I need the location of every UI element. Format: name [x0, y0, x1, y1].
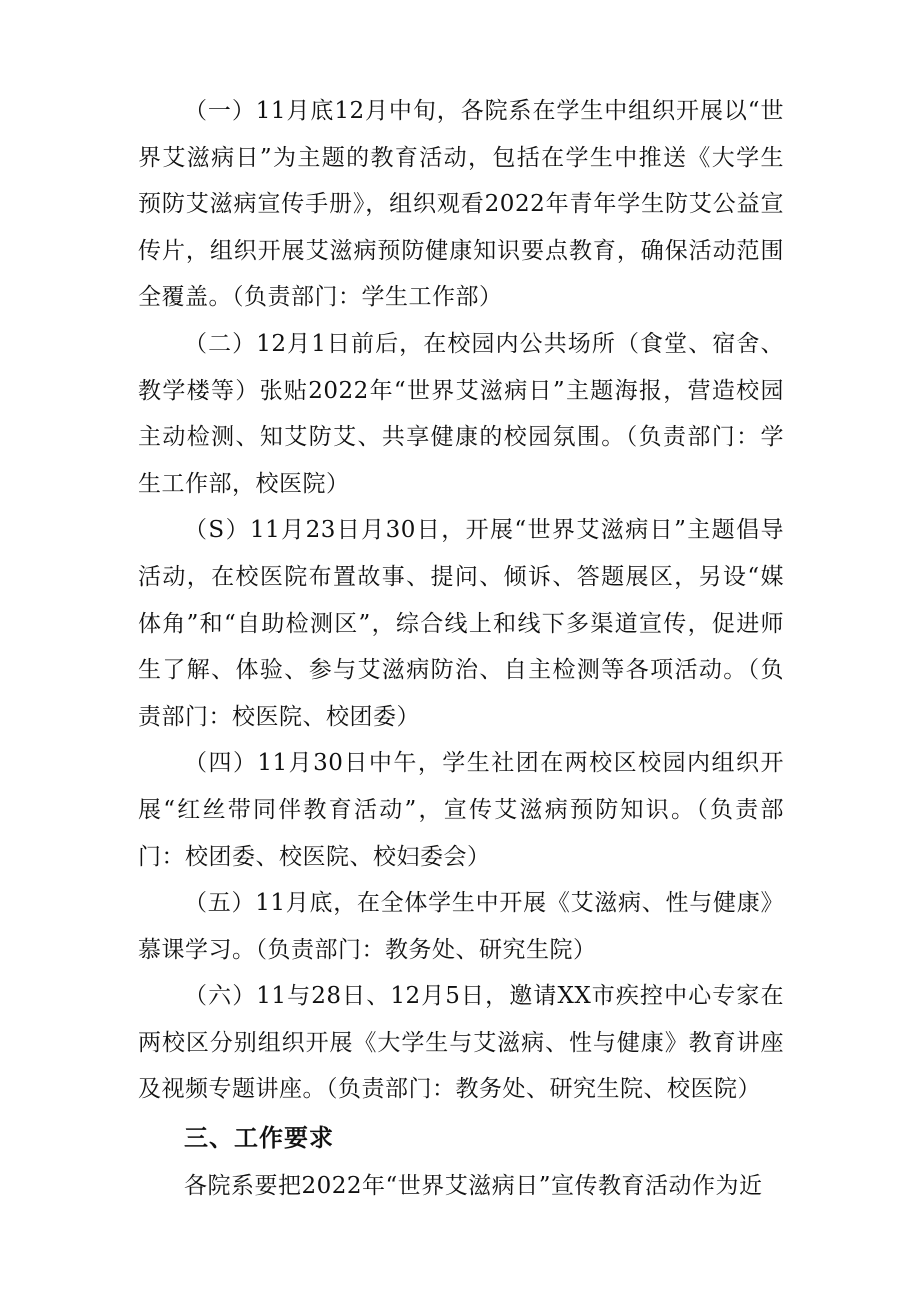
paragraph-5: （五）11月底，在全体学生中开展《艾滋病、性与健康》慕课学习。（负责部门：教务处、研究生院）: [138, 890, 784, 963]
paragraph-2: （二）12月1日前后，在校园内公共场所（食堂、宿舍、教学楼等）张贴2022年“世界艾滋病日”主题海报，营造校园主动检测、知艾防艾、共享健康的校园氛围。（负责部门：学生工作部，校医院）: [138, 330, 784, 497]
document-page: [138, 88, 784, 1210]
paragraph-6: （六）11与28日、12月5日，邀请XX市疾控中心专家在两校区分别组织开展《大学生与艾滋病、性与健康》教育讲座及视频专题讲座。（负责部门：教务处、研究生院、校医院）: [138, 983, 784, 1103]
paragraph-4: （四）11月30日中午，学生社团在两校区校园内组织开展“红丝带同伴教育活动”，宣传艾滋病预防知识。（负责部门：校团委、校医院、校妇委会）: [138, 750, 784, 870]
closing-paragraph: 各院系要把2022年“世界艾滋病日”宣传教育活动作为近: [184, 1173, 763, 1200]
section-heading: 三、工作要求: [184, 1124, 334, 1153]
paragraph-3: （S）11月23日月30日，开展“世界艾滋病日”主题倡导活动，在校医院布置故事、提问、倾诉、答题展区，另设“媒体角”和“自助检测区”，综合线上和线下多渠道宣传，促进师生了解、体验、参与艾滋病防治、自主检测等各项活动。（负责部门：校医院、校团委）: [138, 517, 784, 730]
paragraph-1: （一）11月底12月中旬，各院系在学生中组织开展以“世界艾滋病日”为主题的教育活动，包括在学生中推送《大学生预防艾滋病宣传手册》，组织观看2022年青年学生防艾公益宣传片，组织开展艾滋病预防健康知识要点教育，确保活动范围全覆盖。（负责部门：学生工作部）: [138, 98, 784, 311]
